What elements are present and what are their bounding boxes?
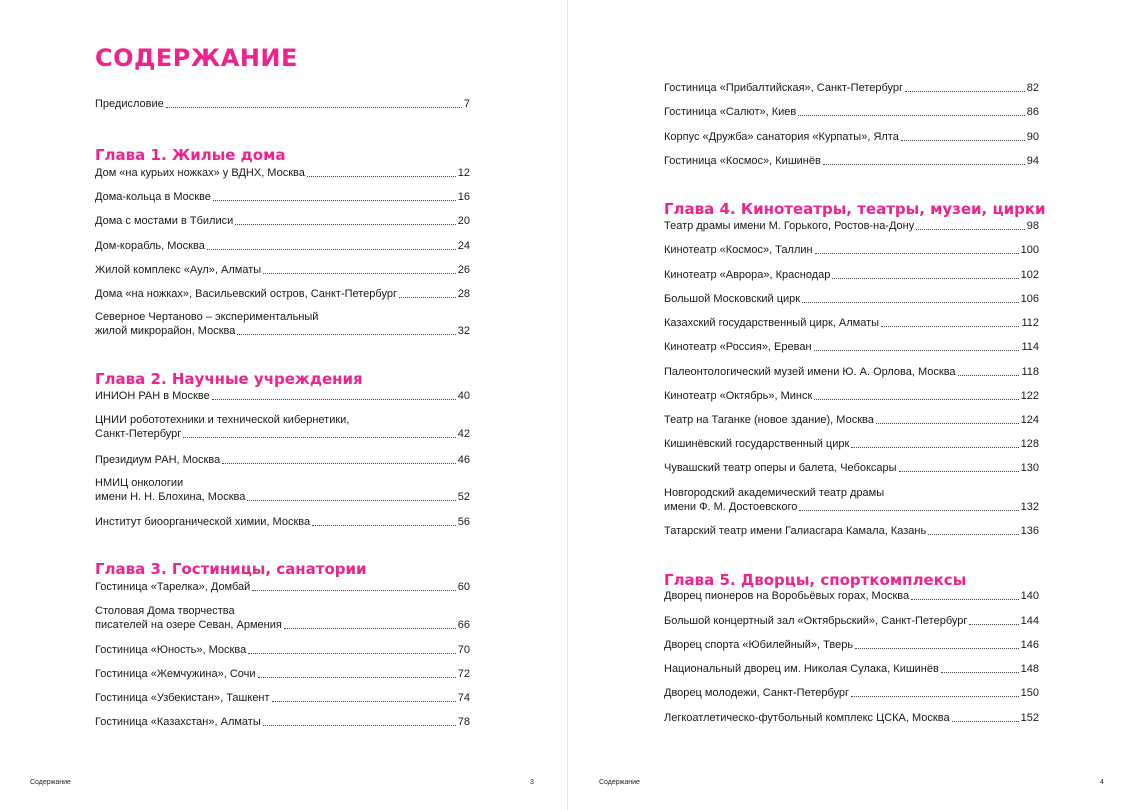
toc-page-number: 60 <box>457 581 470 593</box>
toc-entry-title: жилой микрорайон, Москва <box>95 325 236 337</box>
toc-page-number: 90 <box>1026 131 1039 143</box>
toc-entry[interactable] <box>664 105 1039 119</box>
toc-entry-title: ИНИОН РАН в Москве <box>95 390 210 402</box>
dot-leader <box>855 648 1019 649</box>
toc-entry[interactable] <box>95 389 470 403</box>
toc-entry[interactable] <box>95 453 470 467</box>
toc-entry[interactable] <box>664 316 1039 330</box>
toc-page-number: 70 <box>457 644 470 656</box>
toc-entry-title: Большой Московский цирк <box>664 293 801 305</box>
toc-page-number: 100 <box>1020 244 1039 256</box>
toc-entry[interactable] <box>95 691 470 705</box>
dot-leader <box>307 176 456 177</box>
chapter-heading: Глава 3. Гостиницы, санатории <box>95 560 367 578</box>
toc-entry[interactable] <box>95 476 470 504</box>
toc-entry[interactable] <box>95 214 470 228</box>
dot-leader <box>958 375 1020 376</box>
toc-page-number: 24 <box>457 240 470 252</box>
toc-entry-title: Театр драмы имени М. Горького, Ростов-на-Дону <box>664 220 915 232</box>
toc-page-number: 112 <box>1021 317 1039 329</box>
toc-page-number: 52 <box>457 491 470 503</box>
toc-entry[interactable] <box>664 711 1039 725</box>
dot-leader <box>222 463 456 464</box>
toc-entry[interactable] <box>95 166 470 180</box>
toc-entry[interactable] <box>664 437 1039 451</box>
dot-leader <box>876 423 1019 424</box>
toc-entry[interactable] <box>664 413 1039 427</box>
toc-page-number: 140 <box>1020 590 1039 602</box>
dot-leader <box>832 278 1018 279</box>
toc-entry-title: Кинотеатр «Октябрь», Минск <box>664 390 813 402</box>
toc-entry-title: Санкт-Петербург <box>95 428 182 440</box>
dot-leader <box>263 273 456 274</box>
toc-entry-title: Гостиница «Прибалтийская», Санкт-Петербург <box>664 82 904 94</box>
toc-entry-title: Татарский театр имени Галиасгара Камала, Казань <box>664 525 927 537</box>
toc-entry[interactable] <box>664 81 1039 95</box>
toc-entry[interactable] <box>664 614 1039 628</box>
toc-page-number: 26 <box>457 264 470 276</box>
toc-entry-title: имени Н. Н. Блохина, Москва <box>95 491 246 503</box>
dot-leader <box>916 229 1025 230</box>
toc-entry[interactable] <box>664 365 1039 379</box>
toc-page-number: 150 <box>1020 687 1039 699</box>
toc-page-number: 136 <box>1020 525 1039 537</box>
footer-page-number: 4 <box>1100 779 1104 786</box>
toc-entry-title: Национальный дворец им. Николая Сулака, Кишинёв <box>664 663 939 675</box>
chapter-heading: Глава 2. Научные учреждения <box>95 370 363 388</box>
toc-page-number: 118 <box>1021 366 1039 378</box>
dot-leader <box>905 91 1025 92</box>
toc-entry-title: Дворец спорта «Юбилейный», Тверь <box>664 639 854 651</box>
toc-entry[interactable] <box>664 486 1039 514</box>
dot-leader <box>941 672 1019 673</box>
toc-entry[interactable] <box>95 413 470 441</box>
toc-page-number: 114 <box>1021 341 1039 353</box>
dot-leader <box>881 326 1019 327</box>
dot-leader <box>802 302 1019 303</box>
toc-entry-title: Казахский государственный цирк, Алматы <box>664 317 880 329</box>
dot-leader <box>207 249 456 250</box>
toc-entry[interactable] <box>95 715 470 729</box>
right-page <box>568 0 1138 810</box>
dot-leader <box>928 534 1018 535</box>
toc-entry-title: Чувашский театр оперы и балета, Чебоксары <box>664 462 897 474</box>
toc-entry-title: Президиум РАН, Москва <box>95 454 221 466</box>
footer-label: Содержание <box>599 779 640 786</box>
dot-leader <box>851 447 1018 448</box>
toc-page-number: 102 <box>1020 269 1039 281</box>
toc-page-number: 46 <box>457 454 470 466</box>
toc-entry[interactable] <box>95 667 470 681</box>
toc-entry-title: Кинотеатр «Аврора», Краснодар <box>664 269 831 281</box>
toc-entry[interactable] <box>664 340 1039 354</box>
dot-leader <box>183 437 455 438</box>
toc-entry-title: Палеонтологический музей имени Ю. А. Орлова, Москва <box>664 366 956 378</box>
toc-entry-title: Гостиница «Казахстан», Алматы <box>95 716 261 728</box>
toc-entry-title: Дома «на ножках», Васильевский остров, Санкт-Петербург <box>95 288 397 300</box>
dot-leader <box>263 725 456 726</box>
dot-leader <box>969 624 1018 625</box>
toc-entry-title: Дома-кольца в Москве <box>95 191 211 203</box>
toc-entry-title: Театр на Таганке (новое здание), Москва <box>664 414 874 426</box>
dot-leader <box>814 350 1020 351</box>
toc-page-number: 130 <box>1020 462 1039 474</box>
toc-page-number: 28 <box>457 288 470 300</box>
dot-leader <box>798 115 1025 116</box>
toc-entry-title: Дом-корабль, Москва <box>95 240 205 252</box>
toc-entry[interactable] <box>95 580 470 594</box>
toc-entry[interactable] <box>664 219 1039 233</box>
toc-entry[interactable] <box>664 154 1039 168</box>
toc-entry[interactable] <box>664 589 1039 603</box>
dot-leader <box>237 334 455 335</box>
toc-entry-title: Гостиница «Узбекистан», Ташкент <box>95 692 270 704</box>
toc-entry[interactable] <box>95 287 470 301</box>
chapter-heading: Глава 1. Жилые дома <box>95 146 286 164</box>
toc-entry-title: ЦНИИ робототехники и технической кибернетики, <box>95 414 350 426</box>
dot-leader <box>399 297 456 298</box>
toc-entry[interactable] <box>95 310 470 338</box>
toc-page-number: 32 <box>457 325 470 337</box>
dot-leader <box>901 140 1025 141</box>
toc-entry[interactable] <box>664 130 1039 144</box>
toc-entry-title: Гостиница «Космос», Кишинёв <box>664 155 821 167</box>
toc-page-number: 40 <box>457 390 470 402</box>
toc-page-number: 106 <box>1020 293 1039 305</box>
toc-page-number: 128 <box>1020 438 1039 450</box>
toc-entry-title: писателей на озере Севан, Армения <box>95 619 282 631</box>
toc-page-number: 56 <box>457 516 470 528</box>
page-title: СОДЕРЖАНИЕ <box>95 44 298 72</box>
toc-entry-title: Кинотеатр «Космос», Таллин <box>664 244 813 256</box>
toc-entry[interactable] <box>664 686 1039 700</box>
dot-leader <box>272 701 456 702</box>
toc-page-number: 152 <box>1020 712 1039 724</box>
left-page <box>0 0 568 810</box>
toc-entry-title: Институт биоорганической химии, Москва <box>95 516 311 528</box>
toc-entry-title: Гостиница «Жемчужина», Сочи <box>95 668 256 680</box>
dot-leader <box>284 628 456 629</box>
footer-page-number: 3 <box>530 779 534 786</box>
toc-entry-title: Гостиница «Салют», Киев <box>664 106 797 118</box>
toc-entry-title: Дворец пионеров на Воробьёвых горах, Москва <box>664 590 910 602</box>
chapter-heading: Глава 4. Кинотеатры, театры, музеи, цирки <box>664 200 1046 218</box>
toc-page-number: 148 <box>1020 663 1039 675</box>
toc-entry[interactable] <box>95 190 470 204</box>
toc-page-number: 72 <box>457 668 470 680</box>
toc-entry[interactable] <box>664 243 1039 257</box>
dot-leader <box>258 677 456 678</box>
toc-page-number: 74 <box>457 692 470 704</box>
dot-leader <box>235 224 456 225</box>
dot-leader <box>911 599 1019 600</box>
toc-page-number: 12 <box>457 167 470 179</box>
dot-leader <box>248 653 456 654</box>
toc-page-number: 94 <box>1026 155 1039 167</box>
toc-page-number: 86 <box>1026 106 1039 118</box>
toc-entry-title: Дома с мостами в Тбилиси <box>95 215 234 227</box>
toc-page-number: 98 <box>1026 220 1039 232</box>
toc-page-number: 42 <box>457 428 470 440</box>
toc-page-number: 20 <box>457 215 470 227</box>
dot-leader <box>814 399 1018 400</box>
dot-leader <box>213 200 456 201</box>
dot-leader <box>799 510 1018 511</box>
toc-page-number: 122 <box>1020 390 1039 402</box>
toc-entry-title: Северное Чертаново – экспериментальный <box>95 311 319 323</box>
toc-entry-title: Дом «на курьих ножках» у ВДНХ, Москва <box>95 167 305 179</box>
dot-leader <box>252 590 455 591</box>
toc-entry-title: имени Ф. М. Достоевского <box>664 501 798 513</box>
toc-entry-title: Жилой комплекс «Аул», Алматы <box>95 264 262 276</box>
toc-page-number: 16 <box>457 191 470 203</box>
toc-entry-title: Кинотеатр «Россия», Ереван <box>664 341 812 353</box>
toc-entry[interactable] <box>664 524 1039 538</box>
toc-entry[interactable] <box>664 662 1039 676</box>
toc-entry-title: Новгородский академический театр драмы <box>664 487 885 499</box>
dot-leader <box>247 500 455 501</box>
toc-entry-title: Гостиница «Юность», Москва <box>95 644 247 656</box>
dot-leader <box>851 696 1019 697</box>
toc-page-number: 124 <box>1020 414 1039 426</box>
toc-entry[interactable] <box>664 638 1039 652</box>
dot-leader <box>823 164 1025 165</box>
toc-entry[interactable] <box>95 515 470 529</box>
toc-entry[interactable] <box>664 268 1039 282</box>
toc-page-number: 82 <box>1026 82 1039 94</box>
toc-entry[interactable] <box>95 239 470 253</box>
toc-entry-preface[interactable]: Предисловие 7 <box>95 98 470 110</box>
toc-page-number: 132 <box>1020 501 1039 513</box>
footer-label: Содержание <box>30 779 71 786</box>
dot-leader <box>212 399 456 400</box>
toc-entry-title: Легкоатлетическо-футбольный комплекс ЦСКА, Москва <box>664 712 950 724</box>
toc-entry-title: Гостиница «Тарелка», Домбай <box>95 581 251 593</box>
toc-page-number: 78 <box>457 716 470 728</box>
toc-entry[interactable] <box>95 643 470 657</box>
toc-entry-title: Корпус «Дружба» санатория «Курпаты», Ялта <box>664 131 899 143</box>
toc-entry-title: Дворец молодежи, Санкт-Петербург <box>664 687 850 699</box>
toc-entry-title: Большой концертный зал «Октябрьский», Санкт-Петербург <box>664 615 968 627</box>
dot-leader <box>312 525 456 526</box>
toc-entry[interactable] <box>664 292 1039 306</box>
toc-page-number: 146 <box>1020 639 1039 651</box>
toc-entry-title: Кишинёвский государственный цирк <box>664 438 850 450</box>
toc-entry[interactable] <box>95 263 470 277</box>
dot-leader <box>899 471 1019 472</box>
toc-entry-title: Столовая Дома творчества <box>95 605 235 617</box>
toc-page-number: 144 <box>1020 615 1039 627</box>
toc-entry-title: НМИЦ онкологии <box>95 477 184 489</box>
toc-entry[interactable] <box>664 389 1039 403</box>
toc-page-number: 66 <box>457 619 470 631</box>
chapter-heading: Глава 5. Дворцы, спорткомплексы <box>664 571 967 589</box>
dot-leader <box>815 253 1019 254</box>
dot-leader <box>952 721 1019 722</box>
toc-entry[interactable] <box>664 461 1039 475</box>
toc-entry[interactable] <box>95 604 470 632</box>
